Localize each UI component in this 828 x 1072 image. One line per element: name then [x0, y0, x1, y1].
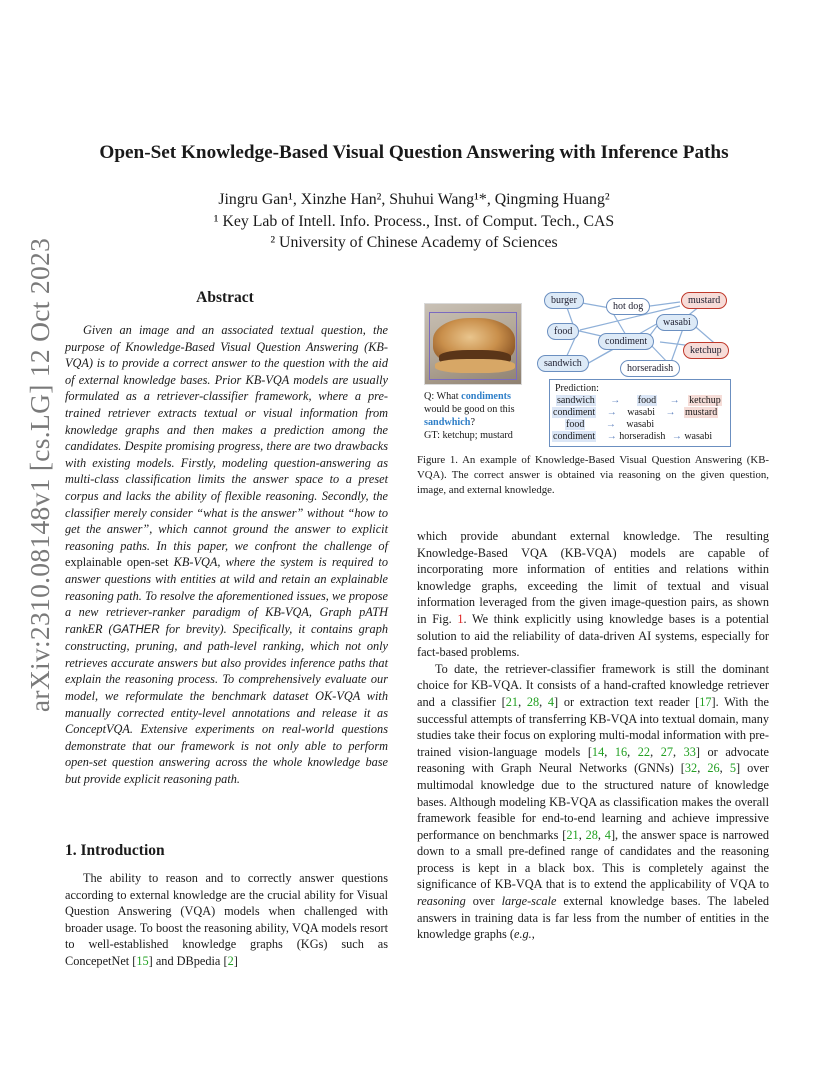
- citation-link[interactable]: 16: [614, 744, 628, 759]
- abstract-text-roman: explainable open-set: [65, 555, 169, 570]
- pred-entity: condiment: [553, 407, 596, 418]
- citation-link[interactable]: 27: [660, 744, 673, 759]
- citation-link[interactable]: 14: [591, 744, 605, 759]
- abstract-text-2: KB-VQA, where the system is required to answer questions with entities at wild and retain an explainable reasoning path. To resolve the aforementioned issues, we propose a new retriever-ranker paradigm of KB-VQA, Graph pATH rankER (: [65, 555, 388, 636]
- figure-reference-link[interactable]: 1: [457, 611, 464, 626]
- affiliation-1: ¹ Key Lab of Intell. Info. Process., Inst. of Comput. Tech., CAS: [213, 213, 615, 230]
- pred-entity: condiment: [553, 431, 596, 442]
- citation-link[interactable]: 21: [505, 694, 519, 709]
- author-list: Jingru Gan¹, Xinzhe Han², Shuhui Wang¹*, Qingming Huang²: [218, 191, 610, 208]
- node-condiment: condiment: [598, 333, 654, 350]
- intro-text-3: ]: [233, 953, 238, 968]
- citation-link[interactable]: 32: [684, 761, 698, 776]
- citation-link[interactable]: 22: [637, 744, 651, 759]
- ground-truth: GT: ketchup; mustard: [424, 430, 513, 441]
- prediction-row: [552, 407, 718, 419]
- figure-caption: Figure 1. An example of Knowledge-Based Visual Question Answering (KB-VQA). The correct answer is obtained via reasoning on the given question, image, and external knowledge.: [417, 454, 769, 496]
- body-text: which provide abundant external knowledge. The resulting Knowledge-Based VQA (KB-VQA) models are capable of incorporating more information of entities and relations within knowledge graphs, exceeding the limit of textual and visual information leveraged from the given image-question pairs, as shown in Fig.: [417, 529, 769, 626]
- citation-link[interactable]: 2: [227, 953, 234, 968]
- citation-link[interactable]: 4: [604, 827, 611, 842]
- prediction-row: [552, 431, 712, 443]
- citation-link[interactable]: 28: [585, 827, 598, 842]
- node-hotdog: hot dog: [606, 298, 650, 315]
- node-mustard: mustard: [681, 292, 727, 309]
- arxiv-id-text: arXiv:2310.08148v1 [cs.LG] 12 Oct 2023: [24, 237, 55, 713]
- affiliation-2: ² University of Chinese Academy of Sciences: [270, 234, 558, 251]
- question-end: ?: [470, 417, 475, 428]
- pred-entity: food: [637, 395, 657, 406]
- abstract-body: [65, 322, 388, 788]
- node-wasabi: wasabi: [656, 314, 698, 331]
- node-horseradish: horseradish: [620, 360, 680, 377]
- abstract-text-3: for brevity). Specifically, it contains graph constructing, pruning, and path-level ranking, which not only retrieves accurate answers but also provides inference paths that explain the reasoning process. To comprehensively evaluate our model, we reformulate the benchmark dataset OK-VQA with manually corrected entity-level annotations and release it as ConceptVQA. Extensive experiments on real-world questions demonstrate that our framework is not only able to perform open-set question answering across the whole knowledge base but provide explicit reasoning path.: [65, 621, 388, 787]
- body-text: ,: [531, 927, 535, 942]
- gather-name: GATHER: [112, 623, 160, 636]
- emphasis-text: large-scale: [501, 894, 557, 909]
- arrow-icon: →: [606, 431, 617, 442]
- body-text: external knowledge bases. The labeled answers in training data is far less from the number of entities in the knowledge graphs (: [417, 894, 769, 942]
- right-column-body: which provide abundant external knowledge. The resulting Knowledge-Based VQA (KB-VQA) models are capable of incorporating more information of entities and relations within knowledge graphs, exceeding the limit of textual and visual information leveraged from the given image-question pairs, as shown in Fig. 1. We think explicitly using knowledge bases is a potential solution to aid the reliability of data-driven AI systems, especially for fact-based problems. To date, the retriever-classifier framework is still the dominant choice for KB-VQA. It consists of a hand-crafted knowledge retriever and a classifier [21, 28, 4] or extraction text reader [17]. With the successful attempts of transferring KB-VQA into textual domain, many studies take their focus on exploring multi-modal information with pre-trained vision-language models [14, 16, 22, 27, 33] or advocate reasoning with Graph Neural Networks (GNNs) [32, 26, 5] over multimodal knowledge due to the structured nature of knowledge bases. Although modeling KB-VQA as classification makes the overall framework feasible for end-to-end learning and achieve impressive performance on benchmarks [21, 28, 4], the answer space is narrowed down to a small pre-defined range of candidates and the reasoning process is kept in a black box. This is completely against the significance of KB-VQA that is to extend the applicability of VQA to reasoning over large-scale external knowledge bases. The labeled answers in training data is far less from the number of entities in the knowledge graphs (e.g.,: [417, 529, 770, 942]
- question-middle: would be good on this: [424, 404, 515, 415]
- pred-entity: horseradish: [619, 431, 666, 442]
- pred-entity: mustard: [685, 407, 718, 418]
- pred-entity: ketchup: [689, 395, 721, 406]
- emphasis-text: e.g.: [513, 927, 532, 942]
- citation-link[interactable]: 15: [136, 953, 149, 968]
- emphasis-text: reasoning: [417, 894, 466, 909]
- body-text: over: [472, 894, 495, 909]
- sandwich-photo: [424, 303, 522, 385]
- arrow-icon: →: [610, 395, 621, 406]
- arrow-icon: →: [606, 407, 617, 418]
- prediction-label: Prediction:: [555, 383, 599, 394]
- citation-link[interactable]: 28: [526, 694, 540, 709]
- body-text: . We think explicitly using knowledge bases is a potential solution to aid the reliability of data-driven AI systems, especially for fact-based problems.: [417, 611, 769, 660]
- citation-link[interactable]: 17: [699, 694, 712, 709]
- question-keyword-condiments: condiments: [461, 391, 511, 402]
- intro-heading: 1. Introduction: [65, 842, 165, 859]
- pred-entity: wasabi: [684, 431, 713, 442]
- node-ketchup: ketchup: [683, 342, 729, 359]
- arrow-icon: →: [665, 407, 676, 418]
- intro-text-2: ] and DBpedia [: [148, 953, 228, 968]
- pred-entity: food: [566, 419, 585, 430]
- pred-entity: sandwich: [557, 395, 595, 406]
- body-text: To date, the retriever-classifier framework is still the dominant choice for KB-VQA. It consists of a hand-crafted knowledge retriever and a classifier [: [417, 661, 769, 709]
- body-text: ], the answer space is narrowed down to a small pre-defined range of candidates and the reasoning process is kept in a black box. This is completely against the significance of KB-VQA that is to extend the applicability of VQA to: [417, 827, 770, 892]
- citation-link[interactable]: 26: [707, 761, 720, 776]
- intro-text-1: The ability to reason and to correctly answer questions according to external knowledge are the crucial ability for Visual Question Answering (VQA) models when challenged with broader usage. To boost the reasoning ability, VQA models resort to well-established knowledge graphs (KGs) such as ConcepetNet [: [65, 871, 388, 968]
- pred-entity: wasabi: [626, 419, 655, 430]
- body-text: ] or extraction text reader [: [554, 694, 700, 709]
- body-text: ] or advocate reasoning with Graph Neural Networks (GNNs) [: [417, 744, 770, 776]
- abstract-heading: Abstract: [196, 289, 254, 306]
- citation-link[interactable]: 21: [566, 827, 579, 842]
- prediction-row: [565, 419, 654, 431]
- pred-entity: wasabi: [627, 407, 655, 418]
- citation-link[interactable]: 33: [683, 744, 696, 759]
- arrow-icon: →: [669, 395, 680, 406]
- node-food: food: [547, 323, 579, 340]
- arrow-icon: →: [605, 419, 616, 430]
- node-burger: burger: [544, 292, 584, 309]
- question-keyword-sandwich: sandwhich: [424, 417, 471, 428]
- question-prefix: Q: What: [424, 391, 459, 402]
- figure-question: [424, 390, 554, 442]
- body-text: ]. With the successful attempts of transferring KB-VQA into textual domain, many studies take their focus on exploring multi-modal information with pre-trained vision-language models [: [417, 694, 769, 759]
- abstract-text-1: Given an image and an associated textual question, the purpose of Knowledge-Based Visual Question Answering (KB-VQA) is to provide a correct answer to the question with the aid of external knowledge bases. Prior KB-VQA models are usually formulated as a retriever-classifier framework, where a pre-trained retriever extracts textual or visual information from knowledge graphs and then makes a prediction among the candidates. Despite promising progress, there are two drawbacks with existing models. Firstly, modeling question-answering as multi-class classification limits the answer space to a preset corpus and lacks the ability of flexible reasoning. Secondly, the classifier merely consider “what is the answer” without “how to get the answer”, which cannot ground the answer to explicit reasoning paths. In this paper, we confront the challenge of: [65, 323, 388, 553]
- prediction-row: [556, 395, 722, 407]
- arrow-icon: →: [671, 431, 682, 442]
- paper-title: Open-Set Knowledge-Based Visual Question Answering with Inference Paths: [99, 142, 729, 163]
- citation-link[interactable]: 4: [547, 694, 555, 709]
- intro-body: [65, 870, 388, 970]
- citation-link[interactable]: 5: [729, 761, 736, 776]
- body-text: ] over multimodal knowledge due to the structured nature of knowledge bases. Although modeling KB-VQA as classification makes the overall framework feasible for end-to-end learning and achieve impressive performance on benchmarks [: [417, 761, 770, 842]
- node-sandwich: sandwich: [537, 355, 589, 372]
